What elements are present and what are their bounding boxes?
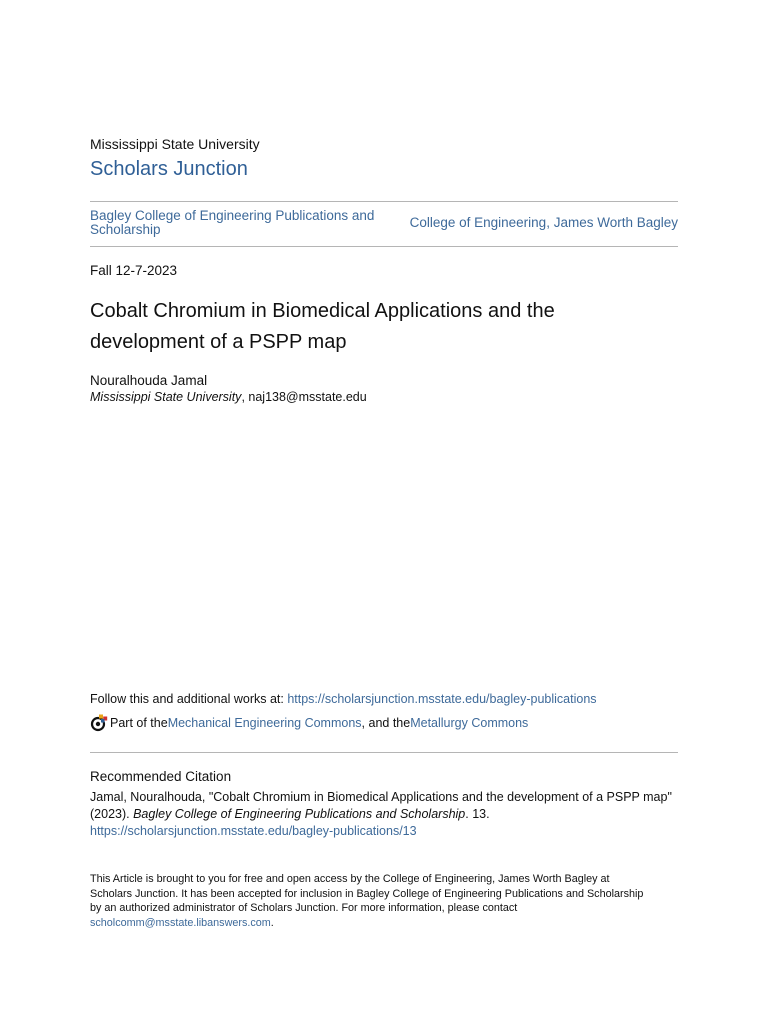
contact-email-link[interactable]: scholcomm@msstate.libanswers.com <box>90 916 271 929</box>
follow-line <box>90 692 597 706</box>
article-title: Cobalt Chromium in Biomedical Applications and the development of a PSPP map <box>90 300 555 353</box>
institution-name: Mississippi State University <box>90 136 260 152</box>
publication-date: Fall 12-7-2023 <box>90 263 178 278</box>
part-of-line <box>90 714 528 732</box>
access-notice <box>90 872 650 930</box>
repository-link[interactable]: Scholars Junction <box>90 158 248 180</box>
author-affiliation <box>90 390 367 404</box>
part-of-label: Part of the <box>110 716 168 730</box>
collection-link[interactable]: https://scholarsjunction.msstate.edu/bagley-publications <box>287 692 597 706</box>
divider <box>90 246 678 247</box>
follow-label: Follow this and additional works at: <box>90 692 288 706</box>
citation-url-link[interactable]: https://scholarsjunction.msstate.edu/bagley-publications/13 <box>90 824 417 838</box>
mechanical-engineering-commons-link[interactable]: Mechanical Engineering Commons <box>167 716 362 730</box>
notice-end: . <box>270 916 274 929</box>
citation-text <box>90 789 690 840</box>
notice-text: This Article is brought to you for free and open access by the College of Engineering, James Worth Bagley at Scholars Junction. It has been accepted for inclusion in Bagley College of Engineering Publications and Scholarship by an authorized administrator of Scholars Junction. For more information, please contact <box>90 873 644 914</box>
part-of-separator: , and the <box>361 716 411 730</box>
metallurgy-commons-link[interactable]: Metallurgy Commons <box>410 716 529 730</box>
network-commons-icon <box>90 714 108 732</box>
citation-authors-title: Jamal, Nouralhouda, "Cobalt Chromium in Biomedical Applications and the development of a PSPP map" (2023). <box>90 790 672 821</box>
divider <box>90 201 678 202</box>
series-link-publications[interactable]: Bagley College of Engineering Publications and Scholarship <box>90 208 375 237</box>
citation-number: . 13. <box>465 807 490 821</box>
divider <box>90 752 678 753</box>
affiliation-name: Mississippi State University <box>90 390 242 404</box>
author-name: Nouralhouda Jamal <box>90 373 208 388</box>
series-link-college[interactable]: College of Engineering, James Worth Bagley <box>409 215 678 230</box>
recommended-citation-heading: Recommended Citation <box>90 769 232 784</box>
citation-series: Bagley College of Engineering Publications and Scholarship <box>133 807 466 821</box>
author-email: , naj138@msstate.edu <box>241 390 367 404</box>
